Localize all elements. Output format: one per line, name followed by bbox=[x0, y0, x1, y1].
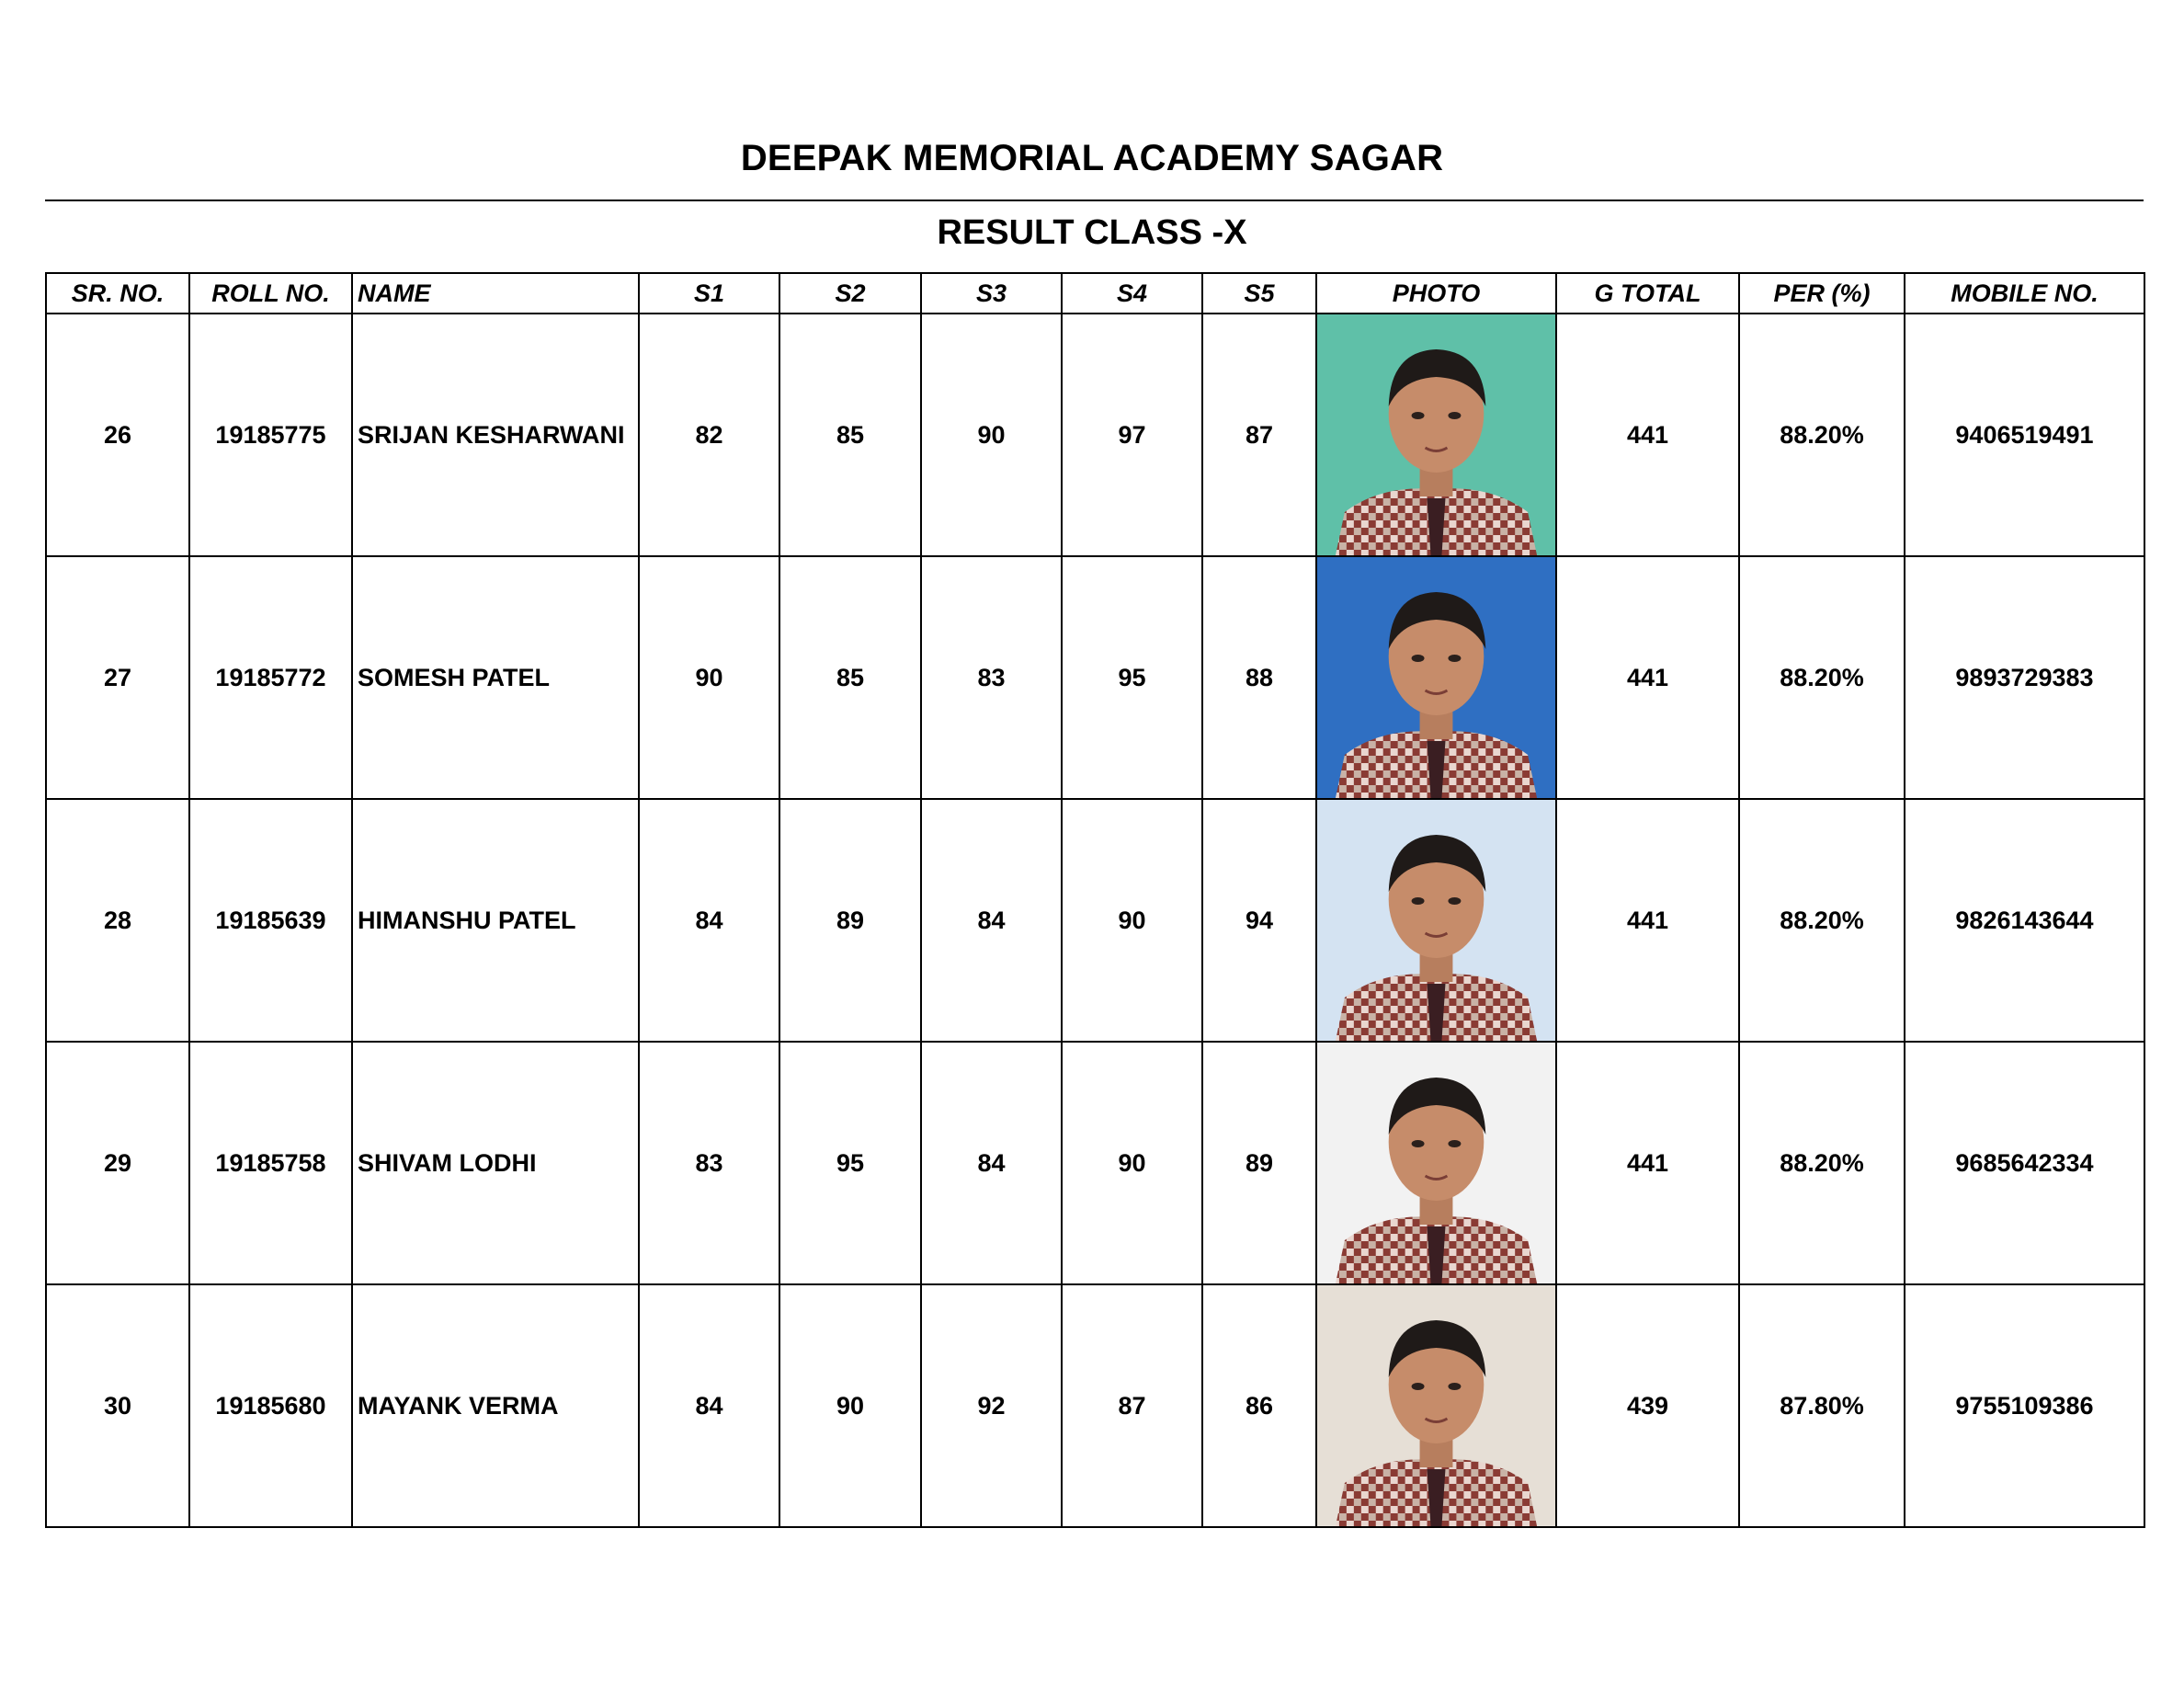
cell-s2: 90 bbox=[779, 1284, 921, 1527]
cell-name: SHIVAM LODHI bbox=[352, 1042, 639, 1284]
cell-s4: 95 bbox=[1062, 556, 1202, 799]
cell-s3: 83 bbox=[921, 556, 1062, 799]
cell-name: SOMESH PATEL bbox=[352, 556, 639, 799]
header-s3: S3 bbox=[921, 273, 1062, 314]
cell-s3: 84 bbox=[921, 799, 1062, 1042]
cell-s4: 90 bbox=[1062, 1042, 1202, 1284]
page-title: DEEPAK MEMORIAL ACADEMY SAGAR bbox=[740, 138, 1444, 178]
page-subtitle: RESULT CLASS -X bbox=[937, 213, 1247, 252]
cell-g-total: 439 bbox=[1556, 1284, 1739, 1527]
header-per: PER (%) bbox=[1739, 273, 1905, 314]
cell-s1: 82 bbox=[639, 314, 779, 556]
cell-sr-no: 28 bbox=[46, 799, 189, 1042]
header-photo: PHOTO bbox=[1316, 273, 1556, 314]
cell-per: 88.20% bbox=[1739, 314, 1905, 556]
cell-mobile: 9406519491 bbox=[1905, 314, 2144, 556]
portrait-icon bbox=[1317, 1043, 1555, 1283]
header-s5: S5 bbox=[1202, 273, 1316, 314]
cell-roll-no: 19185639 bbox=[189, 799, 352, 1042]
header-name: NAME bbox=[352, 273, 639, 314]
cell-s2: 89 bbox=[779, 799, 921, 1042]
portrait-icon bbox=[1317, 800, 1555, 1041]
cell-mobile: 9685642334 bbox=[1905, 1042, 2144, 1284]
cell-name: MAYANK VERMA bbox=[352, 1284, 639, 1527]
cell-sr-no: 30 bbox=[46, 1284, 189, 1527]
cell-s1: 83 bbox=[639, 1042, 779, 1284]
table-row bbox=[46, 556, 2144, 799]
portrait-icon bbox=[1317, 1285, 1555, 1526]
cell-roll-no: 19185775 bbox=[189, 314, 352, 556]
cell-s5: 86 bbox=[1202, 1284, 1316, 1527]
cell-per: 88.20% bbox=[1739, 799, 1905, 1042]
cell-g-total: 441 bbox=[1556, 314, 1739, 556]
results-table bbox=[45, 272, 2145, 1528]
cell-s2: 85 bbox=[779, 556, 921, 799]
cell-s1: 84 bbox=[639, 1284, 779, 1527]
table-row bbox=[46, 314, 2144, 556]
cell-s3: 84 bbox=[921, 1042, 1062, 1284]
cell-s3: 90 bbox=[921, 314, 1062, 556]
student-photo bbox=[1316, 314, 1556, 556]
cell-s5: 89 bbox=[1202, 1042, 1316, 1284]
cell-s3: 92 bbox=[921, 1284, 1062, 1527]
cell-mobile: 9755109386 bbox=[1905, 1284, 2144, 1527]
header-row bbox=[46, 273, 2144, 314]
cell-s5: 94 bbox=[1202, 799, 1316, 1042]
cell-s5: 87 bbox=[1202, 314, 1316, 556]
cell-g-total: 441 bbox=[1556, 556, 1739, 799]
cell-s2: 95 bbox=[779, 1042, 921, 1284]
cell-sr-no: 26 bbox=[46, 314, 189, 556]
header-mobile: MOBILE NO. bbox=[1905, 273, 2144, 314]
cell-per: 87.80% bbox=[1739, 1284, 1905, 1527]
header-roll-no: ROLL NO. bbox=[189, 273, 352, 314]
cell-s2: 85 bbox=[779, 314, 921, 556]
cell-s5: 88 bbox=[1202, 556, 1316, 799]
cell-g-total: 441 bbox=[1556, 799, 1739, 1042]
cell-s1: 84 bbox=[639, 799, 779, 1042]
cell-roll-no: 19185758 bbox=[189, 1042, 352, 1284]
header-g-total: G TOTAL bbox=[1556, 273, 1739, 314]
cell-sr-no: 29 bbox=[46, 1042, 189, 1284]
student-photo bbox=[1316, 799, 1556, 1042]
header-s2: S2 bbox=[779, 273, 921, 314]
header-s1: S1 bbox=[639, 273, 779, 314]
cell-per: 88.20% bbox=[1739, 1042, 1905, 1284]
cell-s4: 90 bbox=[1062, 799, 1202, 1042]
student-photo bbox=[1316, 1042, 1556, 1284]
cell-roll-no: 19185680 bbox=[189, 1284, 352, 1527]
cell-mobile: 9826143644 bbox=[1905, 799, 2144, 1042]
student-photo bbox=[1316, 556, 1556, 799]
header-sr-no: SR. NO. bbox=[46, 273, 189, 314]
table-row bbox=[46, 1042, 2144, 1284]
cell-mobile: 9893729383 bbox=[1905, 556, 2144, 799]
cell-name: SRIJAN KESHARWANI bbox=[352, 314, 639, 556]
portrait-icon bbox=[1317, 557, 1555, 798]
cell-s1: 90 bbox=[639, 556, 779, 799]
title-divider bbox=[45, 200, 2144, 201]
table-row bbox=[46, 799, 2144, 1042]
portrait-icon bbox=[1317, 314, 1555, 555]
table-row bbox=[46, 1284, 2144, 1527]
cell-name: HIMANSHU PATEL bbox=[352, 799, 639, 1042]
cell-per: 88.20% bbox=[1739, 556, 1905, 799]
student-photo bbox=[1316, 1284, 1556, 1527]
cell-sr-no: 27 bbox=[46, 556, 189, 799]
header-s4: S4 bbox=[1062, 273, 1202, 314]
cell-roll-no: 19185772 bbox=[189, 556, 352, 799]
cell-s4: 97 bbox=[1062, 314, 1202, 556]
cell-s4: 87 bbox=[1062, 1284, 1202, 1527]
cell-g-total: 441 bbox=[1556, 1042, 1739, 1284]
